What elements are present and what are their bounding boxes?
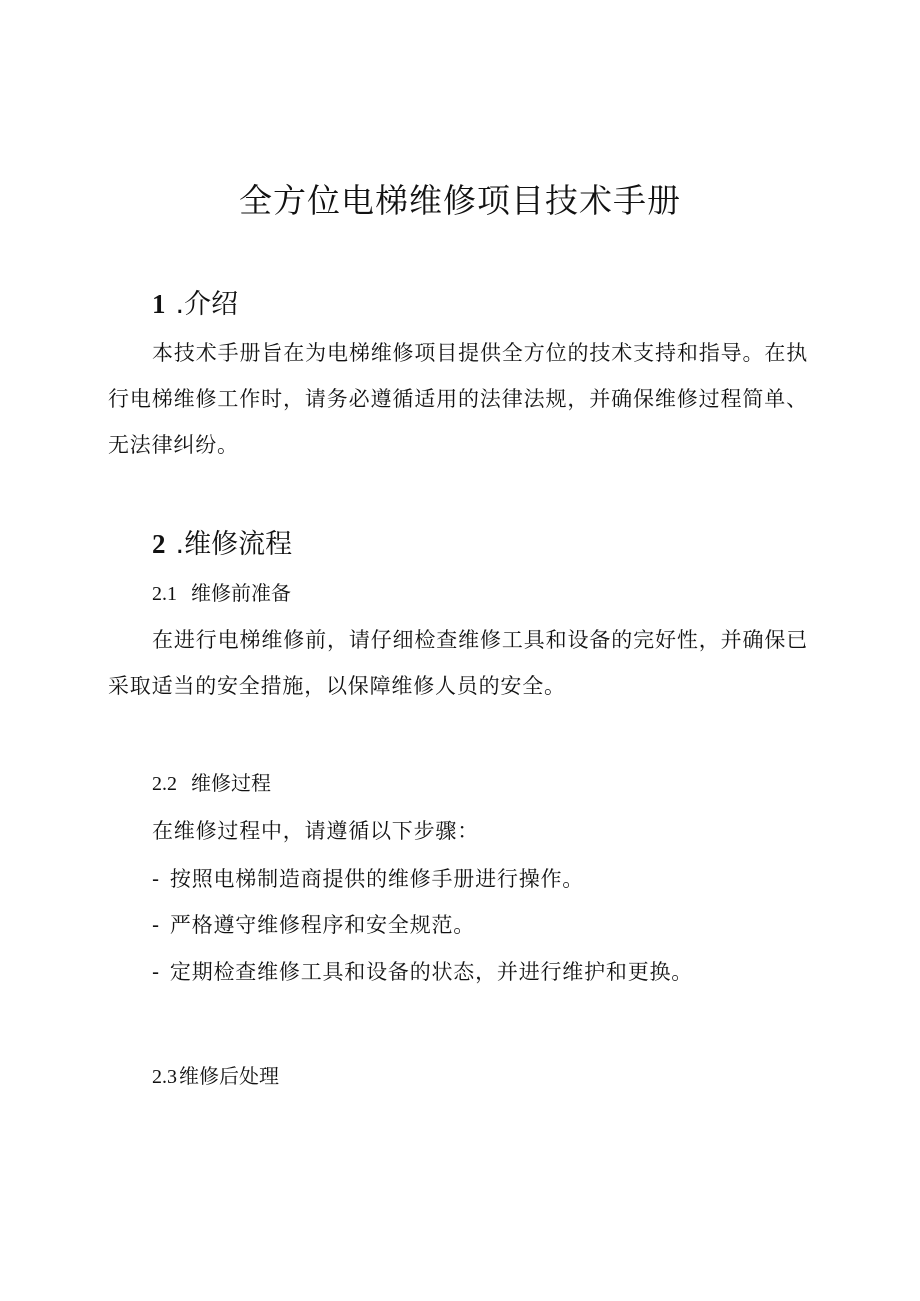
subsection-2-2-heading <box>152 768 271 799</box>
list-item-text: 定期检查维修工具和设备的状态，并进行维护和更换。 <box>169 960 694 984</box>
document-title: 全方位电梯维修项目技术手册 <box>239 181 681 220</box>
subsection-2-3-heading <box>152 1061 279 1092</box>
list-item <box>152 910 475 940</box>
bullet-marker: - <box>152 960 160 984</box>
subsection-number: 2.1 <box>152 583 177 605</box>
subsection-title: 维修过程 <box>191 771 271 795</box>
subsection-title: 维修前准备 <box>191 581 291 605</box>
list-item <box>152 957 693 987</box>
list-item <box>152 864 584 894</box>
section-title: .维修流程 <box>175 529 293 560</box>
bullet-marker: - <box>152 867 160 891</box>
subsection-2-1-paragraph: 在进行电梯维修前，请仔细检查维修工具和设备的完好性，并确保已采取适当的安全措施，以保障维修人员的安全。 <box>108 628 808 698</box>
section-title: .介绍 <box>175 289 239 320</box>
subsection-number: 2.2 <box>152 773 177 795</box>
subsection-number: 2.3 <box>152 1066 177 1088</box>
list-item-text: 按照电梯制造商提供的维修手册进行操作。 <box>169 867 585 891</box>
section-2-heading <box>152 525 292 564</box>
bullet-marker: - <box>152 913 160 937</box>
subsection-2-1-heading <box>152 578 291 609</box>
subsection-title: 维修后处理 <box>179 1064 279 1088</box>
section-number: 1 <box>152 289 166 319</box>
section-1-heading <box>152 285 238 324</box>
section-number: 2 <box>152 529 166 559</box>
section-1-paragraph: 本技术手册旨在为电梯维修项目提供全方位的技术支持和指导。在执行电梯维修工作时，请务必遵循适用的法律法规，并确保维修过程简单、无法律纠纷。 <box>108 341 808 457</box>
list-item-text: 严格遵守维修程序和安全规范。 <box>169 913 476 937</box>
subsection-2-2-intro: 在维修过程中，请遵循以下步骤： <box>152 819 479 843</box>
